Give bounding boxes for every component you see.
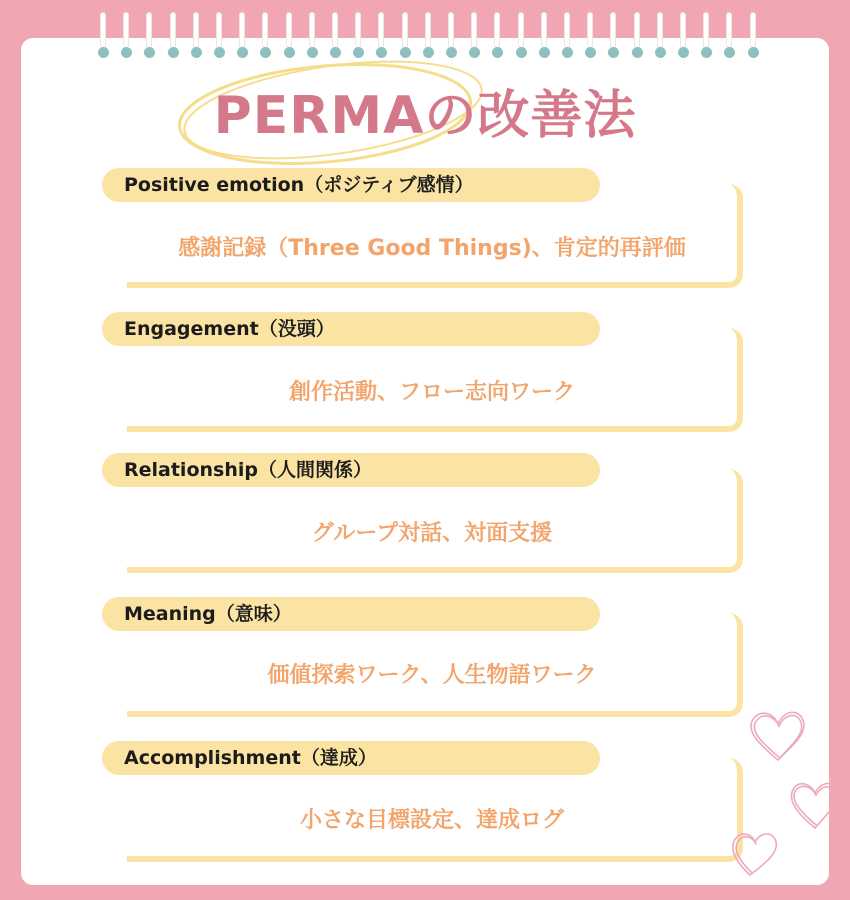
card-description: 感謝記録（Three Good Things)、肯定的再評価 (178, 236, 686, 261)
card-heading: Relationship（人間関係） (102, 453, 600, 487)
card-description: 創作活動、フロー志向ワーク (288, 380, 575, 405)
notebook-ring-icon (98, 12, 108, 58)
card-description: 価値探索ワーク、人生物語ワーク (267, 663, 597, 688)
heart-doodle-icon (730, 700, 840, 880)
page-title: PERMAの改善法 (213, 86, 637, 146)
notebook-ring-icon (585, 12, 595, 58)
card-description: グループ対話、対面支援 (311, 521, 553, 546)
notebook-ring-icon (121, 12, 131, 58)
notebook-ring-icon (724, 12, 734, 58)
notebook-ring-icon (144, 12, 154, 58)
notebook-ring-icon (655, 12, 665, 58)
notebook-ring-icon (701, 12, 711, 58)
card-heading: Positive emotion（ポジティブ感情） (102, 168, 600, 202)
card-heading: Engagement（没頭） (102, 312, 600, 346)
notebook-ring-icon (748, 12, 758, 58)
notebook-ring-icon (608, 12, 618, 58)
card-heading: Accomplishment（達成） (102, 741, 600, 775)
notebook-ring-icon (632, 12, 642, 58)
notebook-ring-icon (562, 12, 572, 58)
notebook-ring-icon (678, 12, 688, 58)
notebook-ring-icon (539, 12, 549, 58)
notebook-ring-icon (516, 12, 526, 58)
card-heading: Meaning（意味） (102, 597, 600, 631)
card-description: 小さな目標設定、達成ログ (299, 808, 564, 833)
